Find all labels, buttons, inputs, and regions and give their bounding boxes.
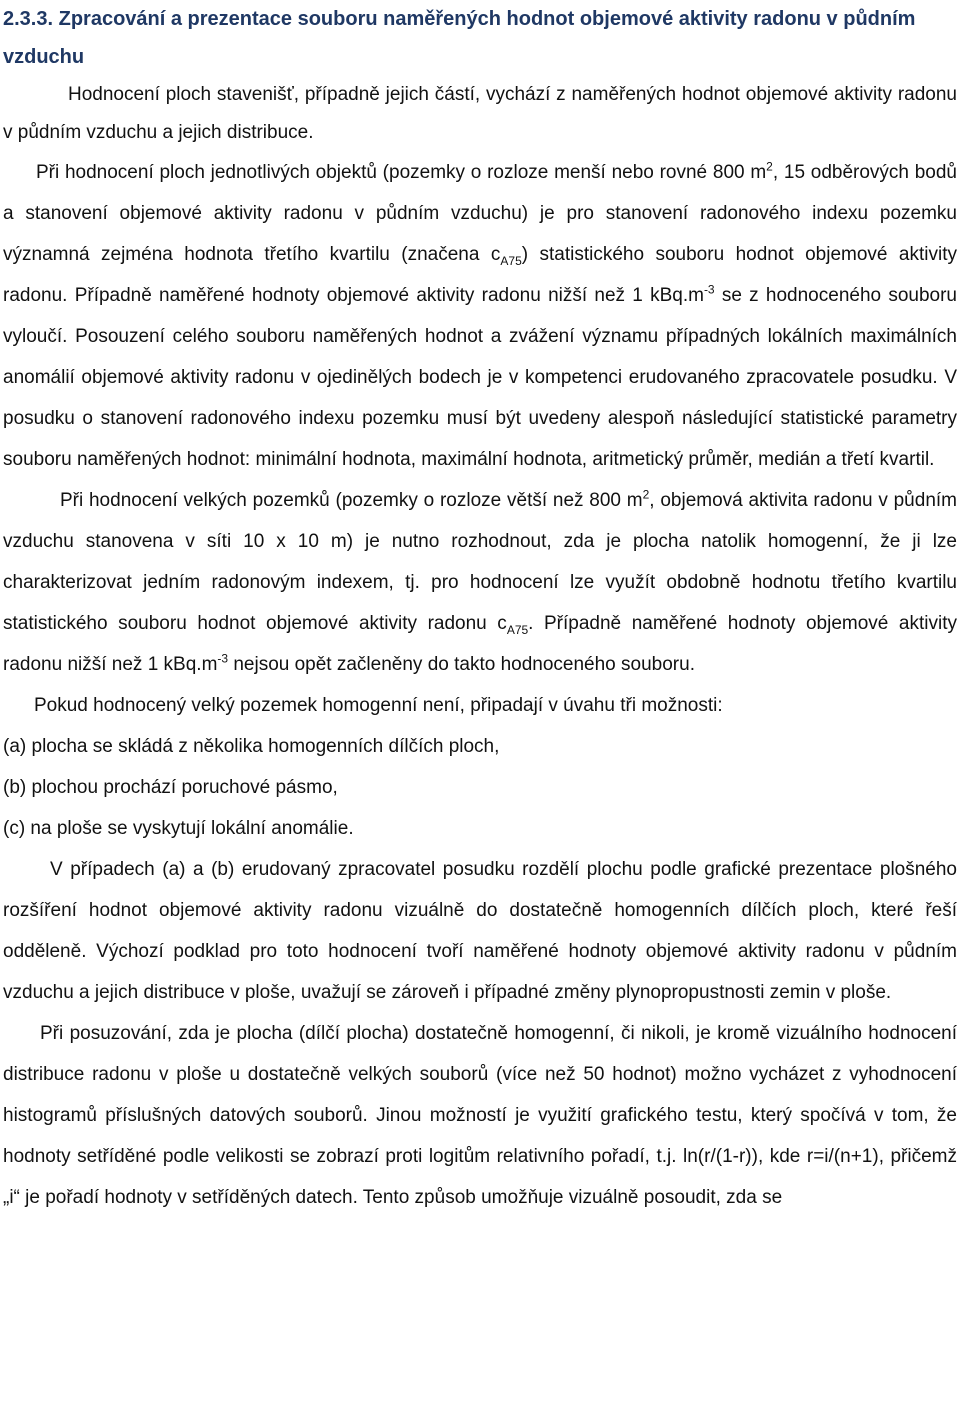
section-number: 2.3.3. xyxy=(3,8,54,30)
list-item: (b) plochou prochází poruchové pásmo, xyxy=(3,777,338,798)
paragraph-homogeneity: Při posuzování, zda je plocha (dílčí plocha) dostatečně homogenní, či nikoli, je kromě vizuálního hodnocení distribuce radonu v ploše u dostatečně velkých souborů (více než 50 hodnot) možno vycházet z vyhodnocení histogramů příslušných datových souborů. Jinou možností je využití grafického testu, který spočívá v tom, že hodnoty setříděné podle velikosti se zobrazí proti logitům relativního pořadí, t.j. ln(r/(1-r)), kde r=i/(n+1), přičemž „i“ je pořadí hodnoty v setříděných datech. Tento způsob umožňuje vizuálně posoudit, zda se xyxy=(3,1023,957,1208)
list-item: (c) na ploše se vyskytují lokální anomálie. xyxy=(3,818,354,839)
paragraph-intro: Hodnocení ploch stavenišť, případně jejich částí, vychází z naměřených hodnot objemové aktivity radonu v půdním vzduchu a jejich distribuce. xyxy=(3,84,957,143)
section-heading xyxy=(3,0,957,76)
paragraph-options-intro: Pokud hodnocený velký pozemek homogenní není, připadají v úvahu tři možnosti: xyxy=(34,695,723,716)
list-item: (a) plocha se skládá z několika homogenních dílčích ploch, xyxy=(3,736,500,757)
paragraph-large-plots: Při hodnocení velkých pozemků (pozemky o rozloze větší než 800 $m^2$, objemová aktivita radonu v půdním vzduchu stanovena v síti 10 x 10 m) je nutno rozhodnout, zda je plocha natolik homogenní, že ji lze charakterizovat jedním radonovým indexem, tj. pro hodnocení lze využít obdobně hodnotu třetího kvartilu statistického souboru hodnot objemové aktivity radonu $c_{A75}$. Případně naměřené hodnoty objemové aktivity radonu nižší než 1 $kBq.m^{-3}$ nejsou opět začleněny do takto hodnoceného souboru. xyxy=(3,487,957,675)
paragraph-cases-ab: V případech (a) a (b) erudovaný zpracovatel posudku rozdělí plochu podle grafické prezentace plošného rozšíření hodnot objemové aktivity radonu vizuálně do dostatečně homogenních dílčích ploch, které řeší odděleně. Výchozí podklad pro toto hodnocení tvoří naměřené hodnoty objemové aktivity radonu v půdním vzduchu a jejich distribuce v ploše, uvažují se zároveň i případné změny plynopropustnosti zemin v ploše. xyxy=(3,859,957,1003)
section-title: Zpracování a prezentace souboru naměřených hodnot objemové aktivity radonu v půdním vzduchu xyxy=(3,8,916,68)
paragraph-small-plots: Při hodnocení ploch jednotlivých objektů (pozemky o rozloze menší nebo rovné 800 $m^2$, 15 odběrových bodů a stanovení objemové aktivity radonu v půdním vzduchu) je pro stanovení radonového indexu pozemku významná zejména hodnota třetího kvartilu (značena $c_{A75}$) statistického souboru hodnot objemové aktivity radonu. Případně naměřené hodnoty objemové aktivity radonu nižší než 1 $kBq.m^{-3}$ se z hodnoceného souboru vyloučí. Posouzení celého souboru naměřených hodnot a zvážení významu případných lokálních maximálních anomálií objemové aktivity radonu v ojedinělých bodech je v kompetenci erudovaného zpracovatele posudku. V posudku o stanovení radonového indexu pozemku musí být uvedeny alespoň následující statistické parametry souboru naměřených hodnot: minimální hodnota, maximální hodnota, aritmetický průměr, medián a třetí kvartil. xyxy=(3,159,957,470)
